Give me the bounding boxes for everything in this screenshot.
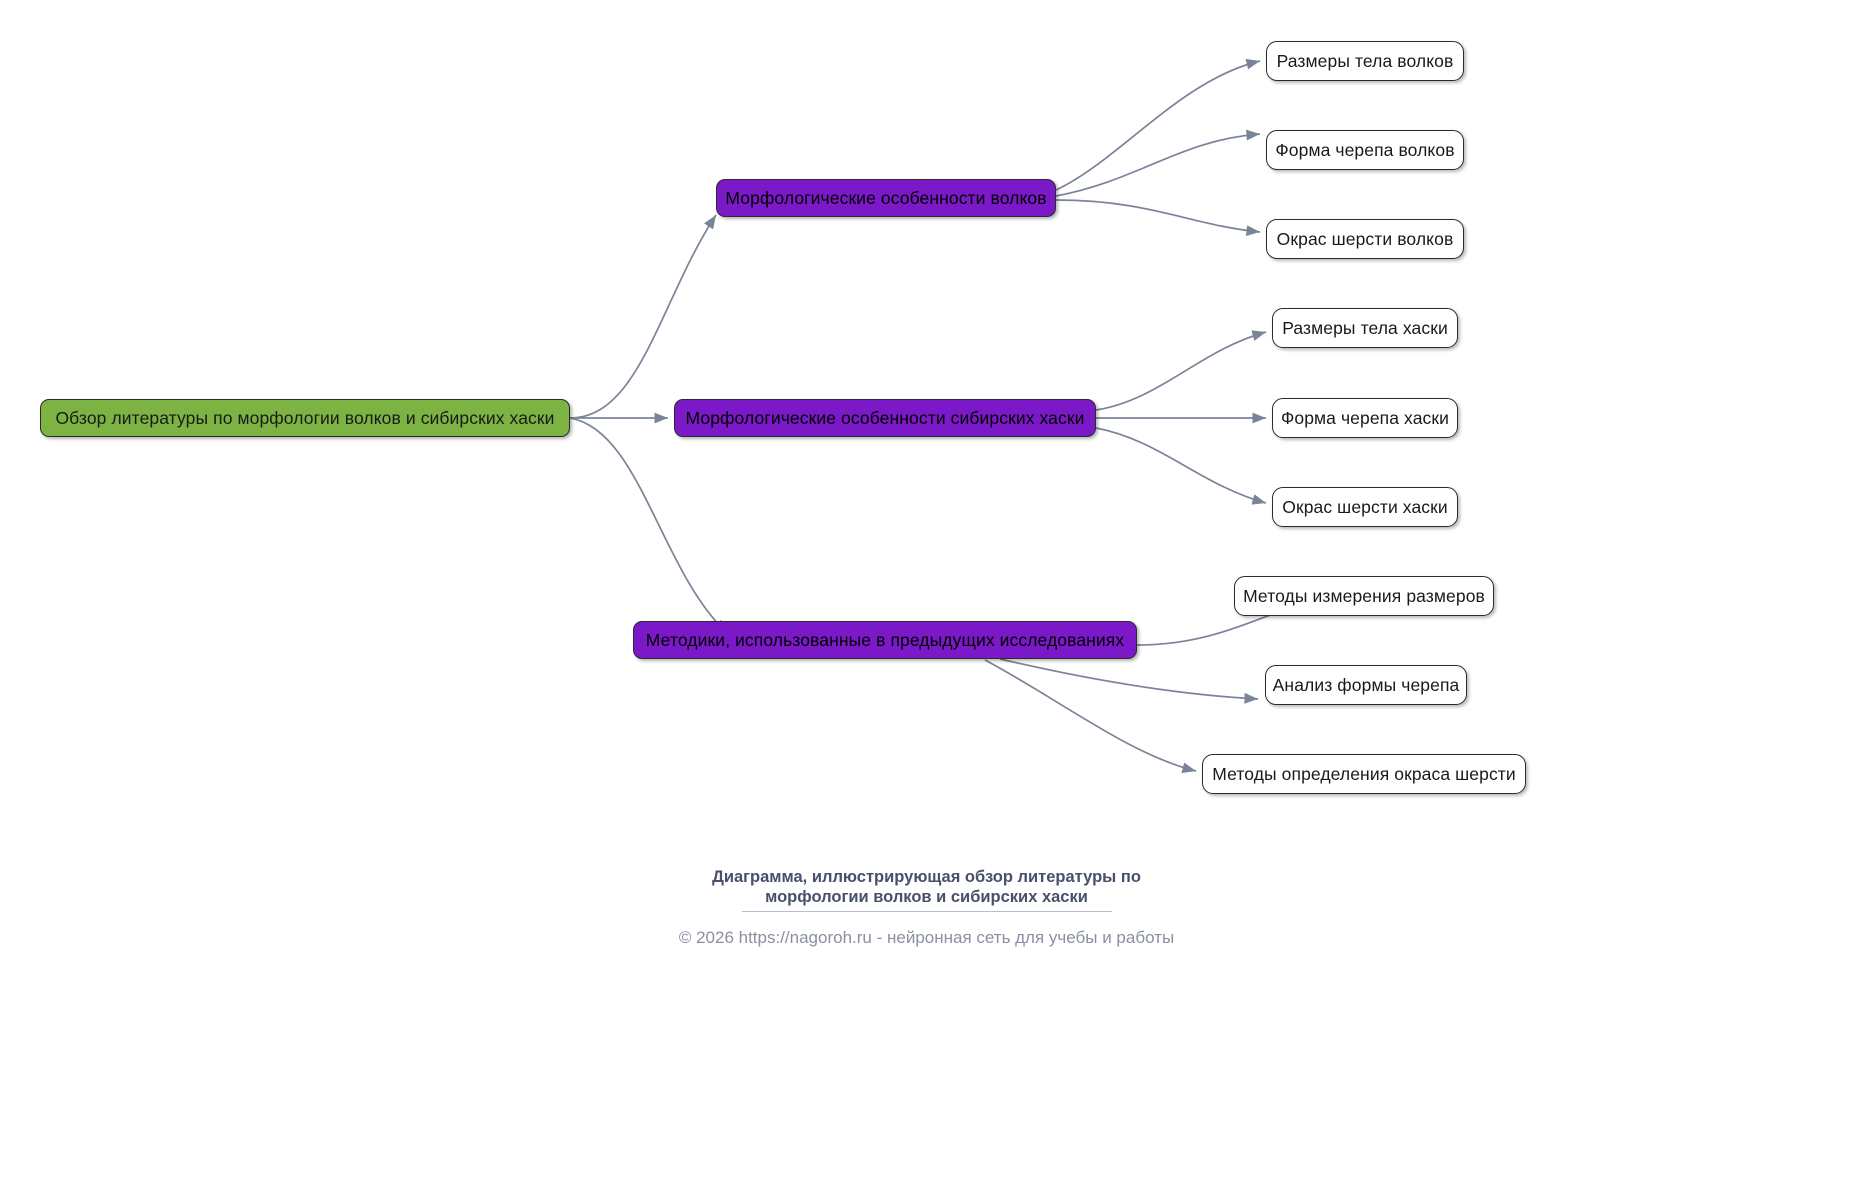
node-leaf-husky-body-size-label: Размеры тела хаски <box>1282 317 1448 338</box>
edge-husky-to-size <box>1096 332 1266 410</box>
node-leaf-wolf-body-size[interactable] <box>1266 41 1464 81</box>
node-leaf-wolf-skull-shape[interactable] <box>1266 130 1464 170</box>
node-branch-wolves-morphology-label: Морфологические особенности волков <box>725 187 1047 208</box>
node-leaf-size-measurement-methods-label: Методы измерения размеров <box>1243 585 1485 606</box>
node-leaf-wolf-body-size-label: Размеры тела волков <box>1276 50 1454 71</box>
caption-divider <box>742 911 1112 912</box>
edge-root-to-wolves <box>570 215 716 418</box>
node-leaf-husky-coat-color[interactable] <box>1272 487 1458 527</box>
caption-text-1: Диаграмма, иллюстрирующая обзор литературы по <box>712 868 1141 886</box>
node-leaf-size-measurement-methods[interactable] <box>1234 576 1494 616</box>
node-leaf-skull-shape-analysis[interactable] <box>1265 665 1467 705</box>
edge-methods-to-coat-method <box>985 660 1196 771</box>
caption-text-2: морфологии волков и сибирских хаски <box>765 888 1088 906</box>
node-leaf-skull-shape-analysis-label: Анализ формы черепа <box>1272 674 1460 695</box>
node-leaf-coat-color-methods-label: Методы определения окраса шерсти <box>1212 763 1516 784</box>
node-leaf-husky-coat-color-label: Окрас шерсти хаски <box>1282 496 1448 517</box>
node-branch-wolves-morphology[interactable] <box>716 179 1056 217</box>
node-leaf-wolf-skull-shape-label: Форма черепа волков <box>1275 139 1455 160</box>
node-branch-husky-morphology-label: Морфологические особенности сибирских хаски <box>685 407 1085 428</box>
footer-credit <box>0 928 1853 948</box>
diagram-caption-line-2 <box>0 886 1853 908</box>
node-leaf-wolf-coat-color-label: Окрас шерсти волков <box>1276 228 1454 249</box>
node-leaf-husky-body-size[interactable] <box>1272 308 1458 348</box>
node-branch-methods[interactable] <box>633 621 1137 659</box>
node-root[interactable] <box>40 399 570 437</box>
node-root-label: Обзор литературы по морфологии волков и сибирских хаски <box>55 407 555 428</box>
edge-root-to-methods <box>570 418 727 633</box>
edge-methods-to-skull-analysis <box>1000 659 1258 699</box>
edge-husky-to-coat <box>1096 428 1266 503</box>
edge-wolves-to-coat <box>1056 200 1260 232</box>
node-branch-methods-label: Методики, использованные в предыдущих исследованиях <box>645 629 1125 650</box>
edge-wolves-to-size <box>1056 61 1260 190</box>
node-leaf-coat-color-methods[interactable] <box>1202 754 1526 794</box>
diagram-caption-line-1 <box>0 866 1853 888</box>
edge-wolves-to-skull <box>1056 134 1260 196</box>
footer-credit-text: © 2026 https://nagoroh.ru - нейронная сеть для учебы и работы <box>678 928 1175 947</box>
node-leaf-husky-skull-shape[interactable] <box>1272 398 1458 438</box>
node-leaf-wolf-coat-color[interactable] <box>1266 219 1464 259</box>
node-leaf-husky-skull-shape-label: Форма черепа хаски <box>1280 407 1450 428</box>
node-branch-husky-morphology[interactable] <box>674 399 1096 437</box>
